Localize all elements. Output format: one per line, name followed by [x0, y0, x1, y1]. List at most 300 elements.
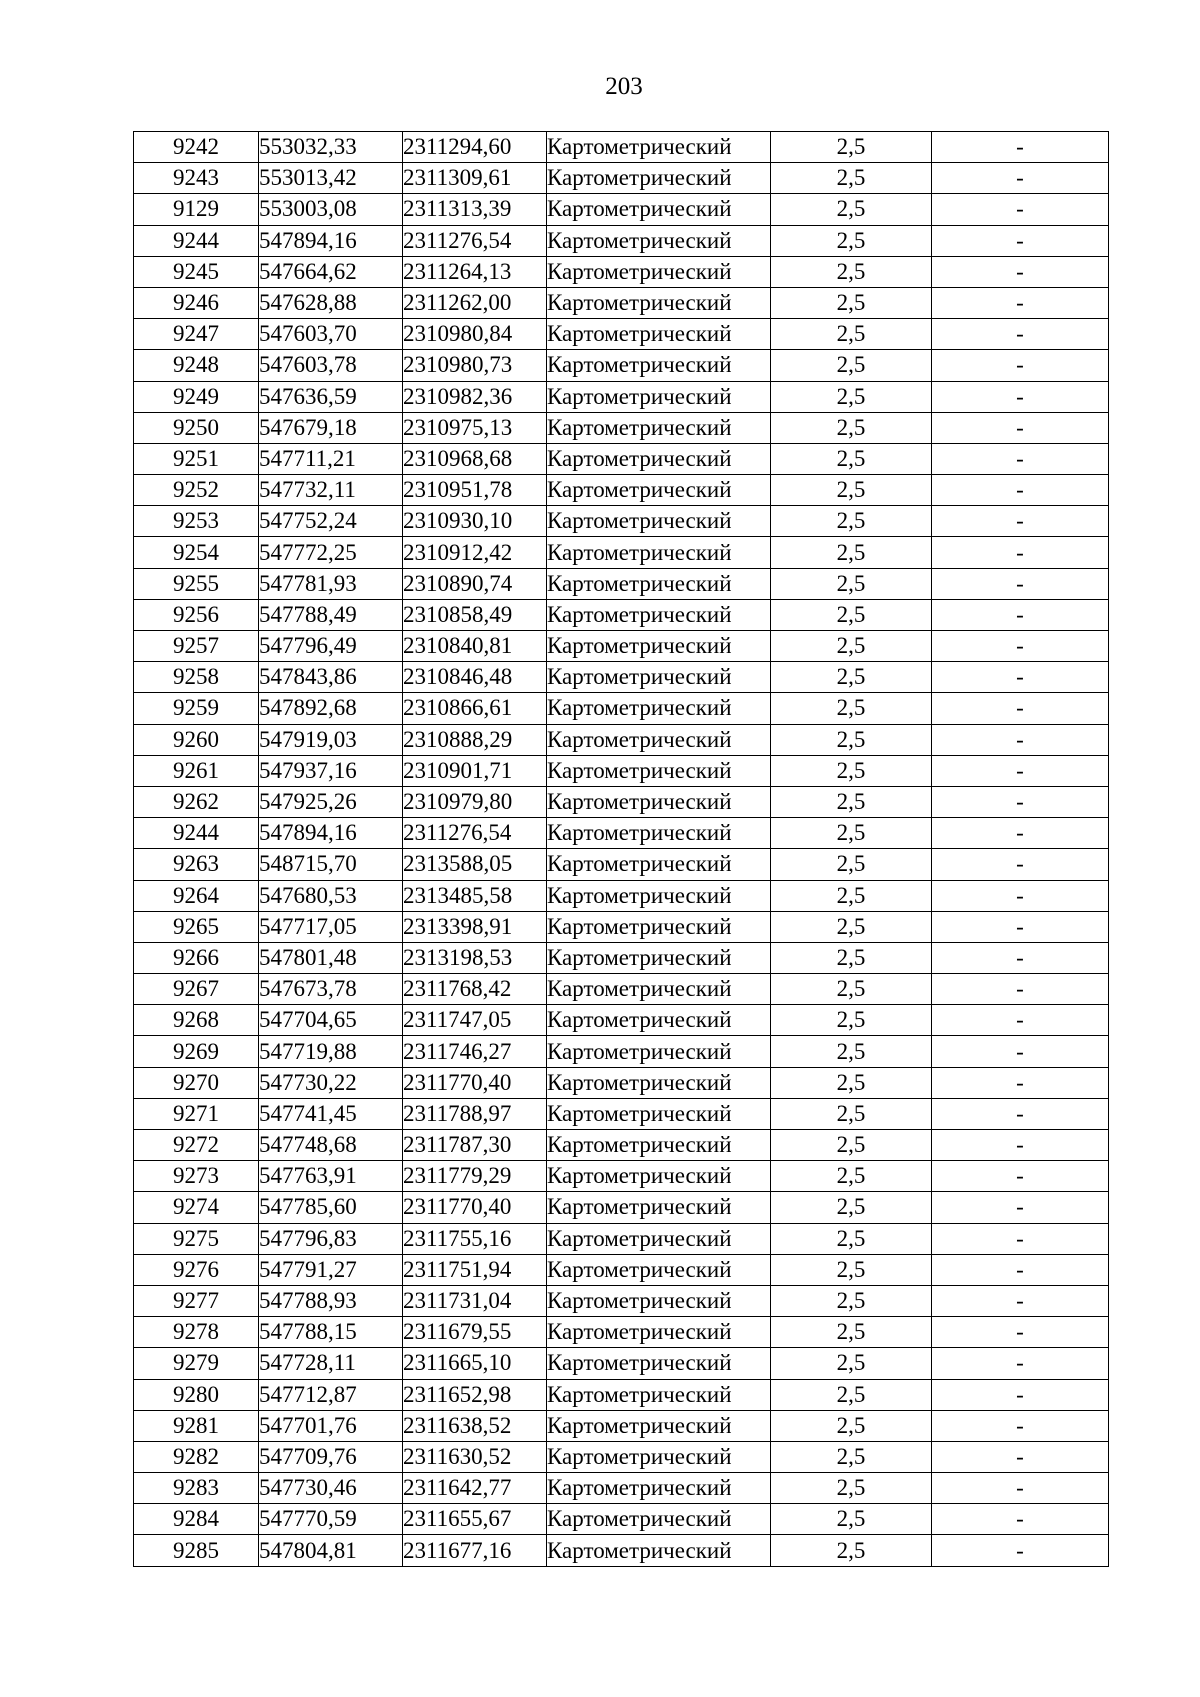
method-cell: Картометрический [547, 256, 771, 287]
point-number-cell: 9252 [134, 475, 259, 506]
table-row [134, 506, 1109, 537]
y-coordinate-cell: 2310980,73 [403, 350, 547, 381]
x-coordinate-cell: 547709,76 [259, 1441, 403, 1472]
method-cell: Картометрический [547, 381, 771, 412]
x-coordinate-cell: 547785,60 [259, 1192, 403, 1223]
note-cell: - [932, 1254, 1109, 1285]
x-coordinate-cell: 553032,33 [259, 132, 403, 163]
accuracy-cell: 2,5 [771, 163, 932, 194]
table-row [134, 880, 1109, 911]
table-row [134, 599, 1109, 630]
table-row [134, 568, 1109, 599]
x-coordinate-cell: 547770,59 [259, 1504, 403, 1535]
y-coordinate-cell: 2310982,36 [403, 381, 547, 412]
accuracy-cell: 2,5 [771, 662, 932, 693]
table-row [134, 537, 1109, 568]
note-cell: - [932, 412, 1109, 443]
point-number-cell: 9259 [134, 693, 259, 724]
x-coordinate-cell: 547730,22 [259, 1067, 403, 1098]
x-coordinate-cell: 547679,18 [259, 412, 403, 443]
note-cell: - [932, 443, 1109, 474]
accuracy-cell: 2,5 [771, 1441, 932, 1472]
y-coordinate-cell: 2311276,54 [403, 225, 547, 256]
note-cell: - [932, 849, 1109, 880]
note-cell: - [932, 1317, 1109, 1348]
point-number-cell: 9247 [134, 319, 259, 350]
accuracy-cell: 2,5 [771, 256, 932, 287]
point-number-cell: 9276 [134, 1254, 259, 1285]
accuracy-cell: 2,5 [771, 849, 932, 880]
method-cell: Картометрический [547, 1410, 771, 1441]
accuracy-cell: 2,5 [771, 1036, 932, 1067]
x-coordinate-cell: 547788,93 [259, 1285, 403, 1316]
table-row [134, 443, 1109, 474]
note-cell: - [932, 1192, 1109, 1223]
x-coordinate-cell: 547741,45 [259, 1098, 403, 1129]
point-number-cell: 9254 [134, 537, 259, 568]
point-number-cell: 9284 [134, 1504, 259, 1535]
x-coordinate-cell: 548715,70 [259, 849, 403, 880]
y-coordinate-cell: 2311309,61 [403, 163, 547, 194]
note-cell: - [932, 1348, 1109, 1379]
table-row [134, 974, 1109, 1005]
accuracy-cell: 2,5 [771, 755, 932, 786]
x-coordinate-cell: 547719,88 [259, 1036, 403, 1067]
note-cell: - [932, 693, 1109, 724]
y-coordinate-cell: 2310890,74 [403, 568, 547, 599]
accuracy-cell: 2,5 [771, 1379, 932, 1410]
method-cell: Картометрический [547, 1067, 771, 1098]
table-row [134, 1535, 1109, 1566]
accuracy-cell: 2,5 [771, 287, 932, 318]
method-cell: Картометрический [547, 194, 771, 225]
method-cell: Картометрический [547, 287, 771, 318]
accuracy-cell: 2,5 [771, 1410, 932, 1441]
y-coordinate-cell: 2311313,39 [403, 194, 547, 225]
y-coordinate-cell: 2311638,52 [403, 1410, 547, 1441]
table-row [134, 350, 1109, 381]
point-number-cell: 9264 [134, 880, 259, 911]
y-coordinate-cell: 2310846,48 [403, 662, 547, 693]
x-coordinate-cell: 547925,26 [259, 786, 403, 817]
point-number-cell: 9277 [134, 1285, 259, 1316]
accuracy-cell: 2,5 [771, 1223, 932, 1254]
note-cell: - [932, 132, 1109, 163]
y-coordinate-cell: 2310979,80 [403, 786, 547, 817]
method-cell: Картометрический [547, 1161, 771, 1192]
note-cell: - [932, 568, 1109, 599]
y-coordinate-cell: 2311630,52 [403, 1441, 547, 1472]
table-row [134, 786, 1109, 817]
accuracy-cell: 2,5 [771, 225, 932, 256]
method-cell: Картометрический [547, 880, 771, 911]
y-coordinate-cell: 2311652,98 [403, 1379, 547, 1410]
y-coordinate-cell: 2311770,40 [403, 1067, 547, 1098]
x-coordinate-cell: 547603,78 [259, 350, 403, 381]
accuracy-cell: 2,5 [771, 1504, 932, 1535]
point-number-cell: 9285 [134, 1535, 259, 1566]
note-cell: - [932, 256, 1109, 287]
table-row [134, 475, 1109, 506]
method-cell: Картометрический [547, 1504, 771, 1535]
point-number-cell: 9281 [134, 1410, 259, 1441]
table-row [134, 631, 1109, 662]
point-number-cell: 9248 [134, 350, 259, 381]
note-cell: - [932, 1441, 1109, 1472]
table-row [134, 132, 1109, 163]
note-cell: - [932, 475, 1109, 506]
table-row [134, 1473, 1109, 1504]
point-number-cell: 9266 [134, 942, 259, 973]
y-coordinate-cell: 2311665,10 [403, 1348, 547, 1379]
note-cell: - [932, 631, 1109, 662]
coordinates-table-body [134, 132, 1109, 1567]
point-number-cell: 9250 [134, 412, 259, 443]
table-row [134, 1192, 1109, 1223]
method-cell: Картометрический [547, 1254, 771, 1285]
y-coordinate-cell: 2311677,16 [403, 1535, 547, 1566]
accuracy-cell: 2,5 [771, 1535, 932, 1566]
note-cell: - [932, 194, 1109, 225]
table-row [134, 1317, 1109, 1348]
table-row [134, 724, 1109, 755]
method-cell: Картометрический [547, 724, 771, 755]
point-number-cell: 9278 [134, 1317, 259, 1348]
x-coordinate-cell: 547781,93 [259, 568, 403, 599]
point-number-cell: 9270 [134, 1067, 259, 1098]
x-coordinate-cell: 547603,70 [259, 319, 403, 350]
table-row [134, 849, 1109, 880]
table-row [134, 319, 1109, 350]
y-coordinate-cell: 2310930,10 [403, 506, 547, 537]
accuracy-cell: 2,5 [771, 194, 932, 225]
coordinates-table [133, 131, 1109, 1567]
y-coordinate-cell: 2310912,42 [403, 537, 547, 568]
method-cell: Картометрический [547, 849, 771, 880]
method-cell: Картометрический [547, 1036, 771, 1067]
note-cell: - [932, 163, 1109, 194]
note-cell: - [932, 1067, 1109, 1098]
note-cell: - [932, 1535, 1109, 1566]
note-cell: - [932, 1223, 1109, 1254]
table-row [134, 755, 1109, 786]
table-row [134, 256, 1109, 287]
x-coordinate-cell: 547717,05 [259, 911, 403, 942]
point-number-cell: 9245 [134, 256, 259, 287]
point-number-cell: 9272 [134, 1130, 259, 1161]
y-coordinate-cell: 2311770,40 [403, 1192, 547, 1223]
table-row [134, 194, 1109, 225]
y-coordinate-cell: 2311787,30 [403, 1130, 547, 1161]
method-cell: Картометрический [547, 1379, 771, 1410]
method-cell: Картометрический [547, 475, 771, 506]
accuracy-cell: 2,5 [771, 1161, 932, 1192]
accuracy-cell: 2,5 [771, 443, 932, 474]
point-number-cell: 9273 [134, 1161, 259, 1192]
x-coordinate-cell: 547711,21 [259, 443, 403, 474]
y-coordinate-cell: 2310975,13 [403, 412, 547, 443]
x-coordinate-cell: 547680,53 [259, 880, 403, 911]
x-coordinate-cell: 547894,16 [259, 818, 403, 849]
note-cell: - [932, 942, 1109, 973]
method-cell: Картометрический [547, 662, 771, 693]
accuracy-cell: 2,5 [771, 568, 932, 599]
y-coordinate-cell: 2313198,53 [403, 942, 547, 973]
x-coordinate-cell: 547732,11 [259, 475, 403, 506]
table-row [134, 381, 1109, 412]
y-coordinate-cell: 2313485,58 [403, 880, 547, 911]
y-coordinate-cell: 2310980,84 [403, 319, 547, 350]
note-cell: - [932, 1285, 1109, 1316]
accuracy-cell: 2,5 [771, 631, 932, 662]
y-coordinate-cell: 2310968,68 [403, 443, 547, 474]
y-coordinate-cell: 2311747,05 [403, 1005, 547, 1036]
table-row [134, 818, 1109, 849]
x-coordinate-cell: 547730,46 [259, 1473, 403, 1504]
point-number-cell: 9257 [134, 631, 259, 662]
x-coordinate-cell: 547788,15 [259, 1317, 403, 1348]
method-cell: Картометрический [547, 1223, 771, 1254]
accuracy-cell: 2,5 [771, 724, 932, 755]
accuracy-cell: 2,5 [771, 1317, 932, 1348]
point-number-cell: 9265 [134, 911, 259, 942]
x-coordinate-cell: 553003,08 [259, 194, 403, 225]
accuracy-cell: 2,5 [771, 974, 932, 1005]
method-cell: Картометрический [547, 506, 771, 537]
method-cell: Картометрический [547, 1192, 771, 1223]
x-coordinate-cell: 547894,16 [259, 225, 403, 256]
table-row [134, 1223, 1109, 1254]
y-coordinate-cell: 2310888,29 [403, 724, 547, 755]
note-cell: - [932, 1098, 1109, 1129]
point-number-cell: 9280 [134, 1379, 259, 1410]
point-number-cell: 9244 [134, 818, 259, 849]
accuracy-cell: 2,5 [771, 412, 932, 443]
x-coordinate-cell: 547752,24 [259, 506, 403, 537]
point-number-cell: 9243 [134, 163, 259, 194]
x-coordinate-cell: 547664,62 [259, 256, 403, 287]
method-cell: Картометрический [547, 350, 771, 381]
accuracy-cell: 2,5 [771, 506, 932, 537]
method-cell: Картометрический [547, 755, 771, 786]
point-number-cell: 9274 [134, 1192, 259, 1223]
method-cell: Картометрический [547, 1441, 771, 1472]
table-row [134, 1504, 1109, 1535]
accuracy-cell: 2,5 [771, 693, 932, 724]
accuracy-cell: 2,5 [771, 381, 932, 412]
y-coordinate-cell: 2313588,05 [403, 849, 547, 880]
method-cell: Картометрический [547, 693, 771, 724]
method-cell: Картометрический [547, 631, 771, 662]
point-number-cell: 9255 [134, 568, 259, 599]
method-cell: Картометрический [547, 537, 771, 568]
y-coordinate-cell: 2311294,60 [403, 132, 547, 163]
x-coordinate-cell: 547801,48 [259, 942, 403, 973]
y-coordinate-cell: 2311655,67 [403, 1504, 547, 1535]
note-cell: - [932, 599, 1109, 630]
note-cell: - [932, 350, 1109, 381]
point-number-cell: 9242 [134, 132, 259, 163]
point-number-cell: 9275 [134, 1223, 259, 1254]
note-cell: - [932, 319, 1109, 350]
point-number-cell: 9282 [134, 1441, 259, 1472]
table-row [134, 1285, 1109, 1316]
method-cell: Картометрический [547, 1348, 771, 1379]
y-coordinate-cell: 2311262,00 [403, 287, 547, 318]
point-number-cell: 9269 [134, 1036, 259, 1067]
note-cell: - [932, 287, 1109, 318]
method-cell: Картометрический [547, 1285, 771, 1316]
accuracy-cell: 2,5 [771, 911, 932, 942]
y-coordinate-cell: 2313398,91 [403, 911, 547, 942]
accuracy-cell: 2,5 [771, 1473, 932, 1504]
table-row [134, 412, 1109, 443]
accuracy-cell: 2,5 [771, 132, 932, 163]
method-cell: Картометрический [547, 1098, 771, 1129]
method-cell: Картометрический [547, 163, 771, 194]
x-coordinate-cell: 547796,83 [259, 1223, 403, 1254]
accuracy-cell: 2,5 [771, 319, 932, 350]
x-coordinate-cell: 547728,11 [259, 1348, 403, 1379]
method-cell: Картометрический [547, 974, 771, 1005]
note-cell: - [932, 1161, 1109, 1192]
accuracy-cell: 2,5 [771, 880, 932, 911]
point-number-cell: 9268 [134, 1005, 259, 1036]
note-cell: - [932, 225, 1109, 256]
note-cell: - [932, 1473, 1109, 1504]
table-row [134, 1098, 1109, 1129]
note-cell: - [932, 724, 1109, 755]
x-coordinate-cell: 547937,16 [259, 755, 403, 786]
y-coordinate-cell: 2311755,16 [403, 1223, 547, 1254]
accuracy-cell: 2,5 [771, 350, 932, 381]
accuracy-cell: 2,5 [771, 1067, 932, 1098]
table-row [134, 1005, 1109, 1036]
note-cell: - [932, 381, 1109, 412]
method-cell: Картометрический [547, 1473, 771, 1504]
method-cell: Картометрический [547, 1317, 771, 1348]
note-cell: - [932, 537, 1109, 568]
x-coordinate-cell: 547892,68 [259, 693, 403, 724]
y-coordinate-cell: 2311264,13 [403, 256, 547, 287]
method-cell: Картометрический [547, 412, 771, 443]
table-row [134, 1254, 1109, 1285]
point-number-cell: 9261 [134, 755, 259, 786]
note-cell: - [932, 880, 1109, 911]
x-coordinate-cell: 547788,49 [259, 599, 403, 630]
point-number-cell: 9271 [134, 1098, 259, 1129]
accuracy-cell: 2,5 [771, 1130, 932, 1161]
point-number-cell: 9263 [134, 849, 259, 880]
y-coordinate-cell: 2311788,97 [403, 1098, 547, 1129]
table-row [134, 1161, 1109, 1192]
accuracy-cell: 2,5 [771, 1254, 932, 1285]
point-number-cell: 9260 [134, 724, 259, 755]
method-cell: Картометрический [547, 786, 771, 817]
method-cell: Картометрический [547, 132, 771, 163]
method-cell: Картометрический [547, 818, 771, 849]
x-coordinate-cell: 547796,49 [259, 631, 403, 662]
y-coordinate-cell: 2311746,27 [403, 1036, 547, 1067]
x-coordinate-cell: 547748,68 [259, 1130, 403, 1161]
accuracy-cell: 2,5 [771, 599, 932, 630]
accuracy-cell: 2,5 [771, 1285, 932, 1316]
y-coordinate-cell: 2310901,71 [403, 755, 547, 786]
x-coordinate-cell: 547673,78 [259, 974, 403, 1005]
y-coordinate-cell: 2310840,81 [403, 631, 547, 662]
accuracy-cell: 2,5 [771, 1348, 932, 1379]
x-coordinate-cell: 547763,91 [259, 1161, 403, 1192]
x-coordinate-cell: 547701,76 [259, 1410, 403, 1441]
note-cell: - [932, 911, 1109, 942]
y-coordinate-cell: 2311768,42 [403, 974, 547, 1005]
point-number-cell: 9249 [134, 381, 259, 412]
x-coordinate-cell: 547919,03 [259, 724, 403, 755]
x-coordinate-cell: 547712,87 [259, 1379, 403, 1410]
note-cell: - [932, 1410, 1109, 1441]
table-row [134, 942, 1109, 973]
point-number-cell: 9262 [134, 786, 259, 817]
accuracy-cell: 2,5 [771, 1005, 932, 1036]
note-cell: - [932, 974, 1109, 1005]
point-number-cell: 9256 [134, 599, 259, 630]
note-cell: - [932, 1005, 1109, 1036]
note-cell: - [932, 818, 1109, 849]
table-row [134, 1410, 1109, 1441]
table-row [134, 225, 1109, 256]
note-cell: - [932, 786, 1109, 817]
table-row [134, 163, 1109, 194]
note-cell: - [932, 755, 1109, 786]
point-number-cell: 9244 [134, 225, 259, 256]
x-coordinate-cell: 547704,65 [259, 1005, 403, 1036]
table-row [134, 1036, 1109, 1067]
x-coordinate-cell: 547843,86 [259, 662, 403, 693]
point-number-cell: 9283 [134, 1473, 259, 1504]
x-coordinate-cell: 547628,88 [259, 287, 403, 318]
table-row [134, 693, 1109, 724]
method-cell: Картометрический [547, 1535, 771, 1566]
note-cell: - [932, 506, 1109, 537]
table-row [134, 662, 1109, 693]
note-cell: - [932, 1379, 1109, 1410]
method-cell: Картометрический [547, 568, 771, 599]
table-row [134, 1379, 1109, 1410]
y-coordinate-cell: 2310858,49 [403, 599, 547, 630]
accuracy-cell: 2,5 [771, 942, 932, 973]
table-row [134, 911, 1109, 942]
note-cell: - [932, 662, 1109, 693]
note-cell: - [932, 1036, 1109, 1067]
x-coordinate-cell: 553013,42 [259, 163, 403, 194]
y-coordinate-cell: 2310951,78 [403, 475, 547, 506]
point-number-cell: 9246 [134, 287, 259, 318]
note-cell: - [932, 1504, 1109, 1535]
y-coordinate-cell: 2310866,61 [403, 693, 547, 724]
x-coordinate-cell: 547791,27 [259, 1254, 403, 1285]
accuracy-cell: 2,5 [771, 786, 932, 817]
y-coordinate-cell: 2311751,94 [403, 1254, 547, 1285]
x-coordinate-cell: 547804,81 [259, 1535, 403, 1566]
note-cell: - [932, 1130, 1109, 1161]
point-number-cell: 9253 [134, 506, 259, 537]
method-cell: Картометрический [547, 225, 771, 256]
point-number-cell: 9258 [134, 662, 259, 693]
method-cell: Картометрический [547, 1130, 771, 1161]
y-coordinate-cell: 2311731,04 [403, 1285, 547, 1316]
table-row [134, 1067, 1109, 1098]
accuracy-cell: 2,5 [771, 475, 932, 506]
